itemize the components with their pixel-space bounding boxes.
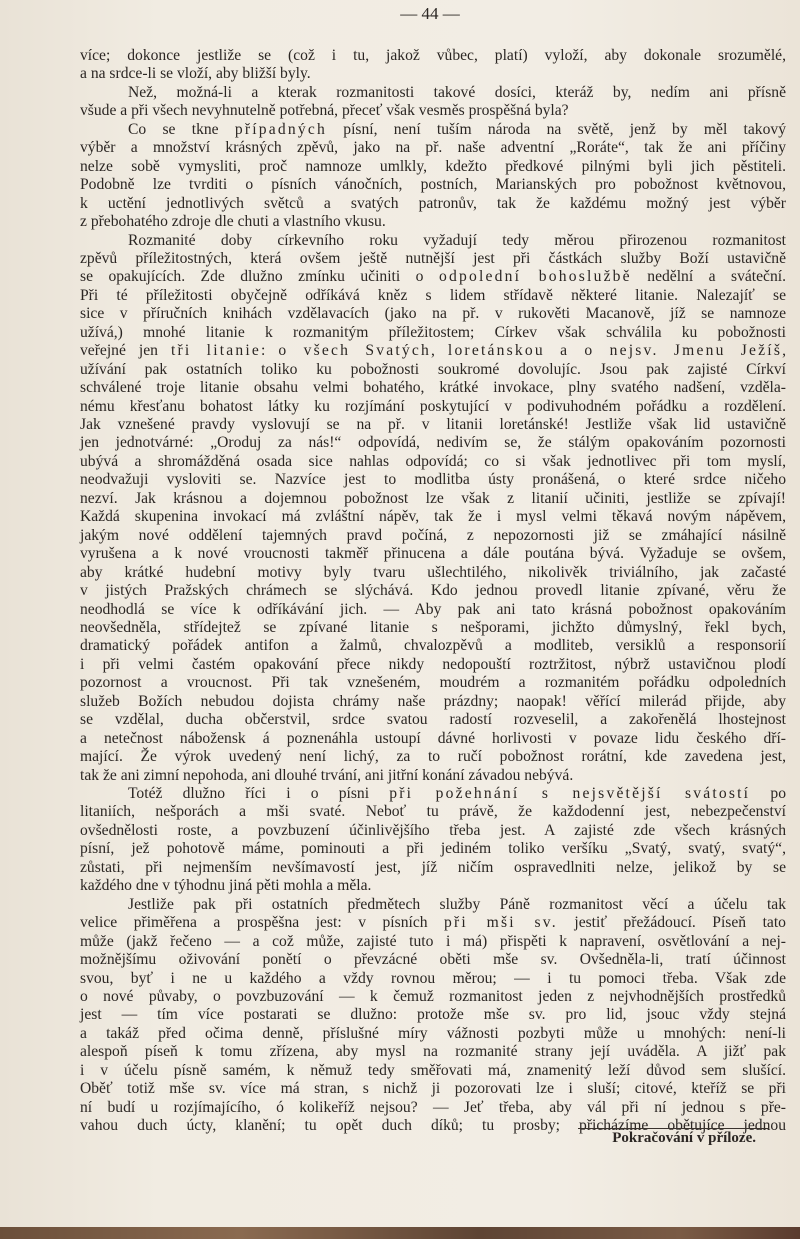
text-segment: i v účelu písně samém, k němuž tedy směřovati má, znamenitý leží důvod sem slušící. <box>80 1061 786 1079</box>
text-segment: nému křesťanu bohatost látky ku rozjímání poskytující v podivuhodném pořádku a rozdělení. <box>80 397 786 415</box>
text-line <box>80 507 786 526</box>
text-line <box>80 341 786 360</box>
text-segment: Podobně lze tvrditi o písních vánočních, postních, Marianských pro pobožnost květnovou, <box>80 176 786 194</box>
text-segment: a na srdce-li se vloží, aby bližší byly. <box>80 65 311 83</box>
text-line <box>80 526 786 545</box>
text-segment: zpěvů příležitostných, která ovšem ještě nutnější jest při částkách služby Boží ustavičně <box>80 249 786 267</box>
text-segment: Oběť totiž mše sv. více má stran, s nichž ji pozorovati lze i sluší; citové, kteříž se při <box>80 1080 786 1098</box>
page-number: — 44 — <box>400 4 460 23</box>
text-line <box>80 802 786 821</box>
text-line <box>80 987 786 1006</box>
text-segment: a takáž před očima denně, příslušné míry vážnosti pozbyti může u mnohých: není-li <box>80 1024 786 1042</box>
text-segment: po <box>750 785 786 802</box>
text-line <box>80 231 786 250</box>
text-line <box>80 766 786 785</box>
text-segment: se vzdělal, ducha občerstvil, srdce svatou radostí rozveselil, a zakořenělá lhostejnost <box>80 711 786 729</box>
footer-rule <box>578 1128 768 1129</box>
text-line <box>80 932 786 951</box>
text-line <box>80 433 786 452</box>
text-segment: : <box>261 342 279 360</box>
text-line <box>80 360 786 379</box>
text-line <box>80 969 786 988</box>
text-segment: služeb Božích nebudou dojista chrámy naše prázdny; naopak! věřící milerád přijde, aby <box>80 692 786 710</box>
text-line <box>80 212 786 231</box>
text-segment: Jak vznešené pravdy vyslovují se na př. v litanii loretánské! Jestliže však lid ustavičně <box>80 416 786 433</box>
text-segment: nedělní a sváteční. <box>631 268 786 286</box>
emphasized-text: loretánskou a o nejsv. Jmenu Ježíš <box>447 342 783 360</box>
text-line <box>80 913 786 932</box>
text-line <box>80 636 786 655</box>
text-line <box>80 692 786 711</box>
text-segment: možnějšímu oživování ponětí o převzácné oběti mše sv. Ovšedněla-li, tratí účinnost <box>80 951 786 969</box>
text-line <box>80 83 786 102</box>
emphasized-text: při mši sv. <box>444 914 558 932</box>
text-line <box>80 397 786 416</box>
text-line <box>80 950 786 969</box>
text-segment: aby krátké hudební motivy byly tvaru ušlechtilého, nikolivěk triviálního, jak začasté <box>80 563 786 581</box>
text-line <box>80 1061 786 1080</box>
text-segment: Při té příležitosti obyčejně odříkává kněz s lidem střídavě některé litanie. Nalezajíť se <box>80 286 786 304</box>
text-segment: alespoň píseň k tomu zřízena, aby mysl na rozmanité strany její uváděla. A jižť pak <box>80 1043 786 1061</box>
text-line <box>80 415 786 434</box>
text-segment: jest — tím více postarati se dlužno: protože mše sv. pro lid, jsouc vždy stejná <box>80 1006 786 1024</box>
text-segment: písní, jež pohotově máme, pominouti a při jediném toliko veršíku „Svatý, svatý, svatý“, <box>80 840 786 858</box>
text-line <box>80 784 786 803</box>
text-segment: užívání pak ostatních toliko ku pobožnosti soukromé dovolujíc. Jsou pak zajisté Církví <box>80 360 786 378</box>
text-line <box>80 858 786 877</box>
text-segment: užívá,) mnohé litanie k rozmanitým příležitostem; Církev však schválila ku pobožnosti <box>80 323 786 341</box>
text-line <box>80 1098 786 1117</box>
text-segment: o nové půvaby, o povzbuzování — k čemuž rozmanitost jeden z nejvhodnějších prostředků <box>80 987 786 1005</box>
text-line <box>80 175 786 194</box>
text-segment: písní, není tuším národa na světě, jenž by měl takový <box>327 120 786 138</box>
text-line <box>80 452 786 471</box>
text-line <box>80 544 786 563</box>
text-segment: se opakujících. Zde dlužno zmínku učiniti o <box>80 268 439 286</box>
text-line <box>80 563 786 582</box>
text-line <box>80 600 786 619</box>
text-segment: mající. Že výrok uvedený není lichý, za to ručí pobožnost rorátní, kde zavedena jest, <box>80 748 786 766</box>
text-segment: ovšednělosti roste, a povzbuzení účinlivějšího třeba jest. A zajisté zde všech krásných <box>80 821 786 839</box>
text-segment: neodvažuji vysloviti se. Nazvíce jest to modlitba ústy pronášená, o které srdce ničeho <box>80 471 786 489</box>
text-line <box>80 267 786 286</box>
text-segment: neovšedněla, střídejtež se zpívané litanie s nešporami, jichžto důmyslný, řekl bych, <box>80 618 786 636</box>
text-line <box>80 46 786 65</box>
text-segment: k uctění jednotlivých světců a svatých patronův, tak že každému možný jest výběr <box>80 194 786 212</box>
text-line <box>80 286 786 305</box>
text-segment: litaniích, nešporách a mši svaté. Neboť tu právě, že každodenní jest, nebezpečenství <box>80 803 786 821</box>
text-segment: nezví. Jak krásnou a dojemnou pobožnost lze však z litanií učiniti, jestliže se zpívají! <box>80 489 786 507</box>
text-segment: může (jakž řečeno — a což může, zajisté tuto i má) přispěti k napravení, osvětlování a nej- <box>80 932 786 950</box>
text-segment: i při velmi častém opakování přece nikdy nedopouští roztržitost, nýbrž ustavičnou plodí <box>80 655 786 673</box>
text-segment: tak že ani zimní nepohoda, ani dlouhé trvání, ani jitřní konání závadou nebývá. <box>80 766 574 784</box>
text-segment: a netečnost nábožensk á poznenáhla ustoupí dávné horlivosti v povaze lidu českého dří- <box>80 729 786 747</box>
text-segment: veřejné jen <box>80 342 171 360</box>
text-line <box>80 839 786 858</box>
text-segment: každého dne v týhodnu jiná pěti mohla a měla. <box>80 877 372 895</box>
text-segment: nelze sobě vymysliti, proč namnoze umlkly, kdežto předkové pilnými byli jich pěstiteli. <box>80 157 786 175</box>
text-line <box>80 470 786 489</box>
emphasized-text: o všech Svatých <box>278 342 431 360</box>
text-line <box>80 323 786 342</box>
text-segment: ubývá a shromážděná osada sice nahlas odpovídá; co si však jednotlivec při tom myslí, <box>80 452 786 470</box>
text-segment: více; dokonce jestliže se (což i tu, jakož vůbec, platí) vyloží, aby dokonale srozumělé, <box>80 47 786 64</box>
text-segment: v jistých Pražských chrámech se slýchává. Kdo jednou provedl litanie zpívané, věru že <box>80 582 786 600</box>
text-line <box>80 895 786 914</box>
continued-note: Pokračování v příloze. <box>612 1130 756 1146</box>
text-line <box>80 673 786 692</box>
text-segment: velice přiměřena a prospěšna jest: v písních <box>80 914 445 932</box>
text-line <box>80 729 786 748</box>
text-segment: Každá skupenina invokací má zvláštní nápěv, tak že i mysl velmi těkavá novým nápěvem, <box>80 508 786 526</box>
emphasized-text: při požehnání s nejsvětější svátostí <box>389 785 751 802</box>
text-segment: dramatický pořádek antifon a žalmů, chvalozpěvů a modliteb, versiklů a responsorií <box>80 637 786 655</box>
emphasized-text: případných <box>234 120 328 138</box>
text-line <box>80 194 786 213</box>
emphasized-text: tři litanie <box>170 342 262 360</box>
text-line <box>80 304 786 323</box>
text-line <box>80 120 786 139</box>
text-segment: jakým nové oddělení tajemných pravd počíná, z nepozornosti již se zmáhající násilně <box>80 526 786 544</box>
text-line <box>80 1079 786 1098</box>
text-segment: sice v příručních knihách vzdělavacích (jako na př. v rukověti Macanově, jíž se namnoze <box>80 305 786 323</box>
text-segment: zůstati, při nejmenším nevšímavostí jest, jíž ničím ospravedlniti nelze, jelikož by se <box>80 858 786 876</box>
text-segment: schválené troje litanie obsahu velmi bohatého, krátké invokace, plny svatého nadšení, vzděla- <box>80 379 786 397</box>
text-line <box>80 249 786 268</box>
text-segment: , <box>430 342 448 360</box>
text-line <box>80 1042 786 1061</box>
text-line <box>80 489 786 508</box>
text-line <box>80 378 786 397</box>
text-segment: jestiť přežádoucí. Píseň tato <box>557 914 786 932</box>
text-segment: ní budí u rozjímajícího, ó kolikeříž nejsou? — Jeť třeba, aby vál při ní jednou s pře- <box>80 1098 786 1116</box>
text-segment: všude a při všech nevyhnutelně potřebná, přeceť však vesměs prospěšná byla? <box>80 102 569 120</box>
text-line <box>80 138 786 157</box>
text-segment: pozornost a vroucnost. Při tak vznešeném, moudrém a rozmanitém pořádku odpoledních <box>80 674 786 692</box>
text-line <box>80 157 786 176</box>
text-segment: vahou duch úcty, klanění; tu opět duch díků; tu prosby; přicházíme obětujíce jednou <box>80 1117 786 1135</box>
text-line <box>80 618 786 637</box>
text-line <box>80 821 786 840</box>
text-line <box>80 710 786 729</box>
text-line <box>80 1024 786 1043</box>
text-segment: Rozmanité doby církevního roku vyžadují tedy měrou přirozenou rozmanitost <box>128 231 786 249</box>
text-segment: Jestliže pak při ostatních předmětech služby Páně rozmanitost věcí a účelu tak <box>128 895 786 913</box>
text-segment: jen jednotvárné: „Oroduj za nás!“ odpovídá, nedivím se, že stálým opakováním pozornosti <box>80 434 786 452</box>
text-line <box>80 1005 786 1024</box>
text-line <box>80 64 786 83</box>
emphasized-text: odpolední bohoslužbě <box>438 268 632 286</box>
text-segment: Co se tkne <box>128 120 235 138</box>
page-edge <box>0 1227 800 1239</box>
text-line <box>80 876 786 895</box>
text-segment: , <box>782 342 787 360</box>
text-segment: z přebohatého zdroje dle chuti a vlastního vkusu. <box>80 213 386 231</box>
text-line <box>80 581 786 600</box>
text-segment: Než, možná-li a kterak rozmanitosti takové dosíci, kteráž by, nedím ani přísně <box>128 83 786 101</box>
text-segment: výběr a množství krásných zpěvů, jako na př. naše adventní „Roráte“, tak že ani příčiny <box>80 139 786 157</box>
text-segment: svou, byť i ne u každého a vždy rovnou měrou; — i tu pomoci třeba. Však zde <box>80 969 786 987</box>
text-line <box>80 747 786 766</box>
text-segment: Totéž dlužno říci i o písni <box>128 785 390 802</box>
text-line <box>80 101 786 120</box>
text-segment: vyrušena a k nové vroucnosti takměř přinucena a dále poutána bývá. Vyžaduje se ovšem, <box>80 545 786 563</box>
text-line <box>80 655 786 674</box>
text-segment: neodhodlá se více k odříkávání jich. — Aby pak ani tato krásná pobožnost opakováním <box>80 600 786 618</box>
